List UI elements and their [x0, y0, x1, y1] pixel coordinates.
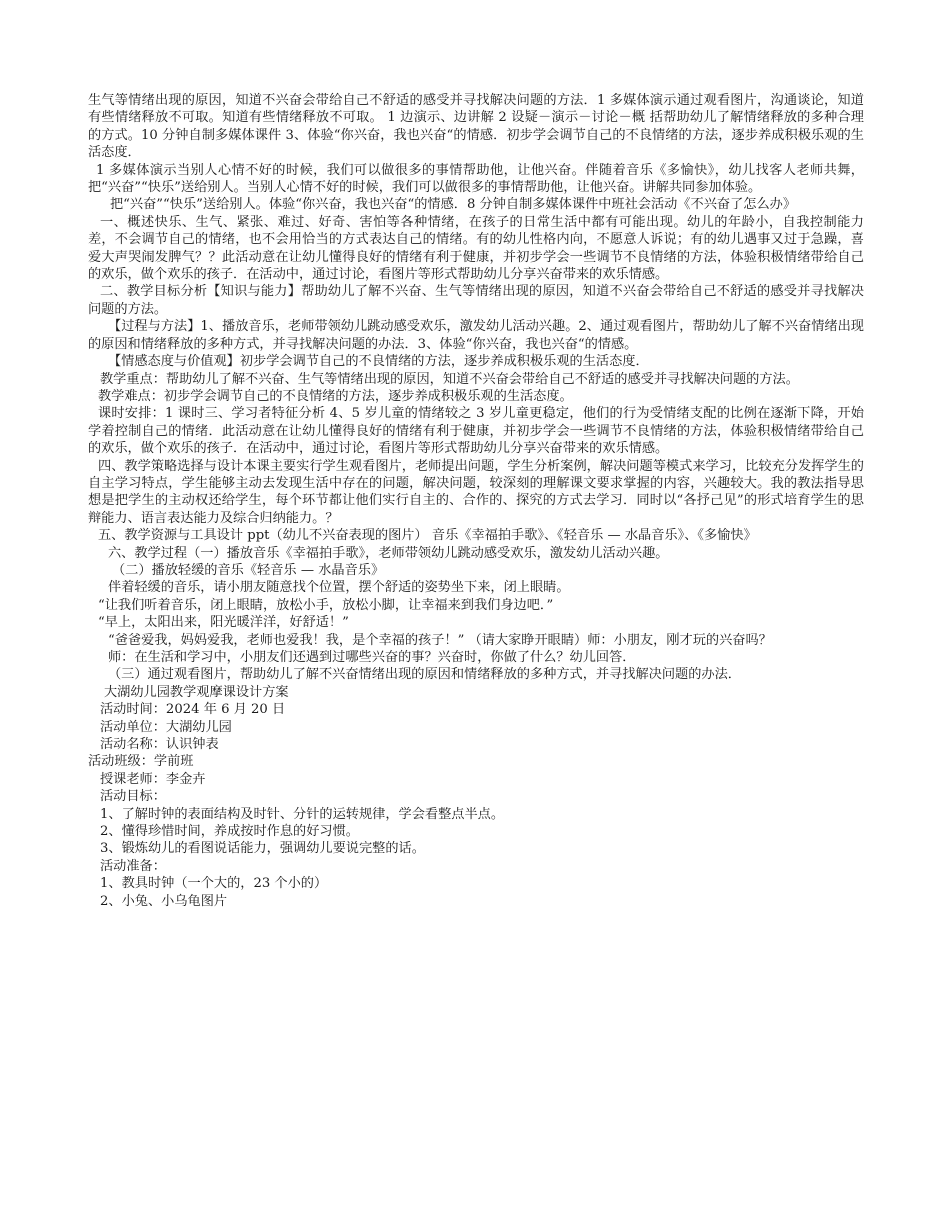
paragraph: 授课老师：李金卉	[100, 771, 206, 787]
paragraph: 大湖幼儿园教学观摩课设计方案	[104, 684, 289, 700]
paragraph: 活动班级：学前班	[88, 754, 194, 770]
paragraph: 活动名称：认识钟表	[100, 737, 219, 753]
paragraph: 生气等情绪出现的原因，知道不兴奋会带给自己不舒适的感受并寻找解决问题的方法．1 多媒体演示通过观看图片，沟通谈论，知道有些情绪释放不可取。知道有些情绪释放不可取。 1 边演示、边讲解 2 设疑－演示－讨论－概 括帮助幼儿了解情绪释放的多种合理的方式。10 分钟自制多媒体课件 3、体验“你兴奋，我也兴奋“的情感．初步学会调节自己的不良情绪的方法，逐步养成积极乐观的生活态度．	[88, 93, 864, 161]
paragraph: 活动准备：	[100, 858, 166, 874]
paragraph: 2、小兔、小乌龟图片	[100, 893, 228, 909]
paragraph: 师：在生活和学习中，小朋友们还遇到过哪些兴奋的事？兴奋时，你做了什么？幼儿回答．	[108, 650, 636, 665]
paragraph: 活动目标：	[100, 789, 166, 805]
paragraph: 课时安排：1 课时三、学习者特征分析 4、5 岁儿童的情绪较之 3 岁儿童更稳定，他们的行为受情绪支配的比例在逐渐下降，开始学着控制自己的情绪．此活动意在让幼儿懂得良好的情绪有利于健康，并初步学会一些调节不良情绪的方法，体验积极情绪带给自己的欢乐，做个欢乐的孩子．在活动中，通过讨论，看图片等形式帮助幼儿分享兴奋带来的欢乐情感。	[88, 406, 864, 457]
paragraph: “早上，太阳出来，阳光暖洋洋，好舒适！”	[98, 615, 349, 631]
paragraph: 活动单位：大湖幼儿园	[100, 719, 232, 735]
paragraph: 【过程与方法】1、播放音乐，老师带领幼儿跳动感受欢乐，激发幼儿活动兴趣。2、通过观看图片，帮助幼儿了解不兴奋情绪出现的原因和情绪释放的多种方式，并寻找解决问题的办法．3、体验“你兴奋，我也兴奋“的情感。	[88, 319, 864, 352]
paragraph: 五、教学资源与工具设计 ppt（幼儿不兴奋表现的图片） 音乐《幸福拍手歌》、《轻音乐 — 水晶音乐》、《多愉快》	[98, 528, 757, 544]
paragraph: “让我们听着音乐，闭上眼睛，放松小手，放松小脚，让幸福来到我们身边吧．”	[98, 597, 554, 613]
paragraph: 3、锻炼幼儿的看图说话能力，强调幼儿要说完整的话。	[100, 841, 425, 857]
paragraph: 1、了解时钟的表面结构及时针、分针的运转规律，学会看整点半点。	[100, 806, 505, 822]
paragraph: 活动时间：2024 年 6 月 20 日	[100, 702, 286, 718]
paragraph: 教学难点：初步学会调节自己的不良情绪的方法，逐步养成积极乐观的生活态度。	[98, 388, 573, 404]
paragraph: （三）通过观看图片，帮助幼儿了解不兴奋情绪出现的原因和情绪释放的多种方式，并寻找解决问题的办法．	[108, 667, 741, 683]
paragraph: 1、教具时钟（一个大的，23 个小的）	[100, 876, 328, 892]
paragraph: 一、概述快乐、生气、紧张、难过、好奇、害怕等各种情绪，在孩子的日常生活中都有可能出现。幼儿的年龄小，自我控制能力差，不会调节自己的情绪，也不会用恰当的方式表达自己的情绪。有的幼儿性格内向，不愿意人诉说；有的幼儿遇事又过于急躁，喜爱大声哭闹发脾气？？此活动意在让幼儿懂得良好的情绪有利于健康，并初步学会一些调节不良情绪的方法，体验积极情绪带给自己的欢乐，做个欢乐的孩子．在活动中，通过讨论，看图片等形式帮助幼儿分享兴奋带来的欢乐情感。	[88, 214, 864, 283]
paragraph: 【情感态度与价值观】初步学会调节自己的不良情绪的方法，逐步养成积极乐观的生活态度．	[108, 354, 649, 370]
paragraph: 四、教学策略选择与设计本课主要实行学生观看图片，老师提出问题，学生分析案例，解决问题等模式来学习，比较充分发挥学生的自主学习特点，学生能够主动去发现生活中存在的问题，解决问题，较深刻的理解课文要求掌握的内容，兴趣较大。我的教法指导思想是把学生的主动权还给学生，每个环节都让他们实行自主的、合作的、探究的方式去学习．同时以“各抒己见”的形式培育学生的思辩能力、语言表达能力及综合归纳能力。？	[88, 458, 864, 526]
paragraph: （二）播放轻缓的音乐《轻音乐 — 水晶音乐》	[112, 562, 385, 578]
paragraph: 教学重点：帮助幼儿了解不兴奋、生气等情绪出现的原因，知道不兴奋会带给自己不舒适的感受并寻找解决问题的方法。	[100, 371, 799, 387]
paragraph: 二、教学目标分析【知识与能力】帮助幼儿了解不兴奋、生气等情绪出现的原因，知道不兴奋会带给自己不舒适的感受并寻找解决问题的方法。	[88, 284, 864, 317]
paragraph: 六、教学过程（一）播放音乐《幸福拍手歌》，老师带领幼儿跳动感受欢乐，激发幼儿活动兴趣。	[108, 545, 669, 561]
paragraph: “爸爸爱我，妈妈爱我，老师也爱我！我，是个幸福的孩子！” （请大家睁开眼睛）师：小朋友，刚才玩的兴奋吗？	[108, 632, 772, 648]
paragraph: 2、懂得珍惜时间，养成按时作息的好习惯。	[100, 824, 359, 840]
paragraph: 1 多媒体演示当别人心情不好的时候，我们可以做很多的事情帮助他，让他兴奋。伴随着音乐《多愉快》，幼儿找客人老师共舞，把“兴奋”“快乐”送给别人。当别人心情不好的时候，我们可以做很多的事情帮助他，让他兴奋。讲解共同参加体验。	[88, 162, 864, 196]
paragraph: 把“兴奋”“快乐”送给别人。体验“你兴奋，我也兴奋“的情感．8 分钟自制多媒体课件中班社会活动《不兴奋了怎么办》	[110, 197, 797, 213]
paragraph: 伴着轻缓的音乐，请小朋友随意找个位置，摆个舒适的姿势坐下来，闭上眼睛。	[108, 580, 570, 596]
